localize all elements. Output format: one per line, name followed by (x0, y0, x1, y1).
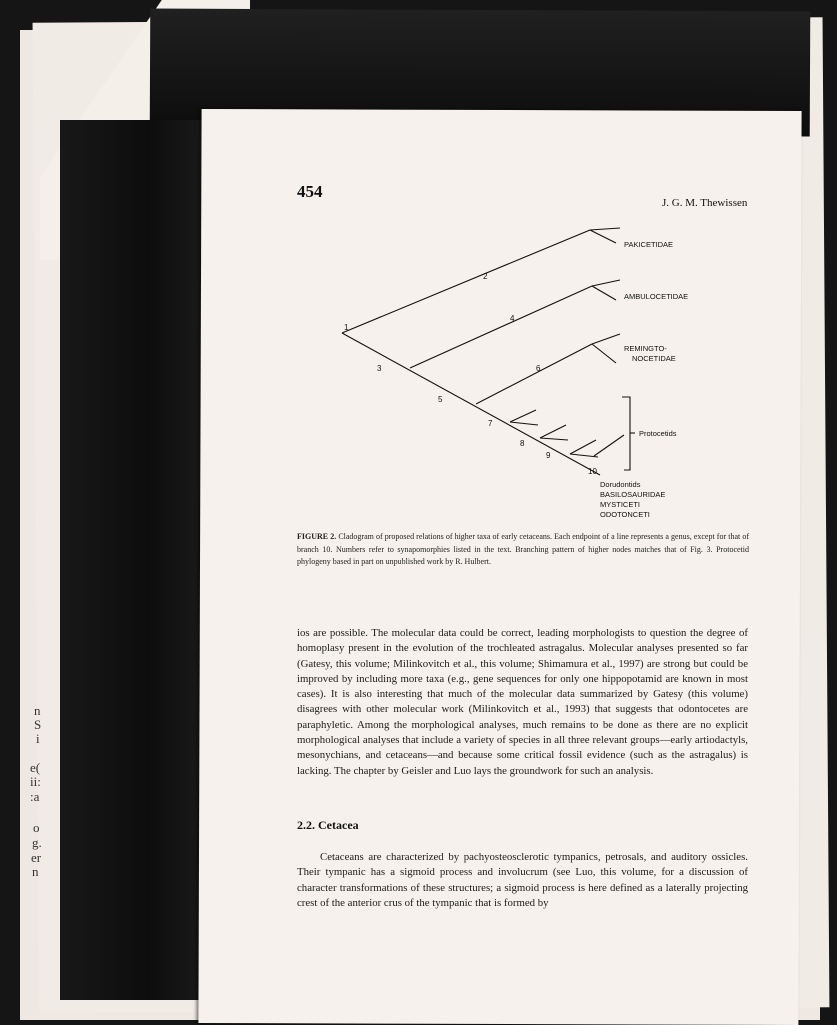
cladogram-branches (342, 228, 635, 475)
taxon-label: Protocetids (639, 429, 677, 438)
taxon-label: ODOTONCETI (600, 510, 650, 519)
margin-fragment: o (33, 820, 40, 835)
taxon-label: BASILOSAURIDAE (600, 490, 666, 499)
taxon-label: MYSTICETI (600, 500, 641, 509)
taxon-label: AMBULOCETIDAE (624, 292, 689, 301)
node-number: 3 (377, 364, 382, 373)
taxon-label: Dorudontids (600, 480, 641, 489)
taxon-label: PAKICETIDAE (624, 240, 674, 249)
running-head: J. G. M. Thewissen (662, 197, 748, 209)
page-number: 454 (297, 182, 323, 201)
figure-caption-label: FIGURE 2. (297, 532, 337, 541)
node-number: 9 (546, 451, 551, 460)
node-number: 4 (510, 314, 515, 323)
cladogram-figure (330, 220, 750, 525)
figure-caption (297, 531, 749, 569)
margin-fragment: :a (30, 789, 40, 804)
node-number: 6 (536, 364, 541, 373)
cladogram-labels (344, 240, 688, 519)
node-number: 5 (438, 395, 443, 404)
taxon-label: REMINGTO- (624, 344, 667, 353)
margin-fragment: n (34, 703, 41, 718)
margin-fragment: i (36, 731, 40, 746)
margin-fragment: g. (32, 835, 42, 850)
node-number: 8 (520, 439, 525, 448)
taxon-label: NOCETIDAE (632, 354, 676, 363)
margin-fragment: ii: (30, 774, 41, 789)
margin-fragment: er (31, 850, 42, 865)
margin-fragment: e( (30, 760, 41, 775)
section-heading: 2.2. Cetacea (297, 818, 359, 832)
node-number: 10 (588, 467, 597, 476)
figure-caption-text: Cladogram of proposed relations of higher taxa of early cetaceans. Each endpoint of a line represents a genus, except for that of branch 10. Numbers refer to synapomorphies listed in the text. Branching pattern of higher nodes matches that of Fig. 3. Protocetid phylogeny based in part on unpublished work by R. Hulbert. (297, 532, 749, 566)
margin-fragment: n (32, 864, 39, 879)
node-number: 2 (483, 272, 488, 281)
body-paragraph: Cetaceans are characterized by pachyosteosclerotic tympanics, petrosals, and auditory ossicles. Their tympanic has a sigmoid process and involucrum (see Luo, this volume, for a discussion of character transformations of these structures; a sigmoid process is here defined as a laterally projecting crest of the anterior crus of the tympanic that is formed by (297, 851, 748, 909)
node-number: 7 (488, 419, 493, 428)
body-paragraph: ios are possible. The molecular data could be correct, leading morphologists to question the degree of homoplasy present in the evolution of the trochleated astragalus. Molecular analyses presented so far (Gatesy, this volume; Milinkovitch et al., this volume; Shimamura et al., 1997) are strong but could be improved by including more taxa (e.g., gene sequences for only one hippopotamid are known in most cases). It is also interesting that much of the molecular data summarized by Gatesy (this volume) disagrees with other molecular work (Milinkovitch et al., 1993) that suggests that odontocetes are paraphyletic. Among the morphological analyses, much remains to be done as there are no explicit morphological analyses that include a variety of species in all three relevant groups—early artiodactyls, mesonychians, and cetaceans—and because some critical fossil evidence (such as the astragalus) is lacking. The chapter by Geisler and Luo lays the groundwork for such an analysis. (297, 627, 748, 777)
node-number: 1 (344, 323, 349, 332)
scanner-shadow-left (60, 120, 208, 1000)
margin-fragment: S (34, 717, 42, 732)
